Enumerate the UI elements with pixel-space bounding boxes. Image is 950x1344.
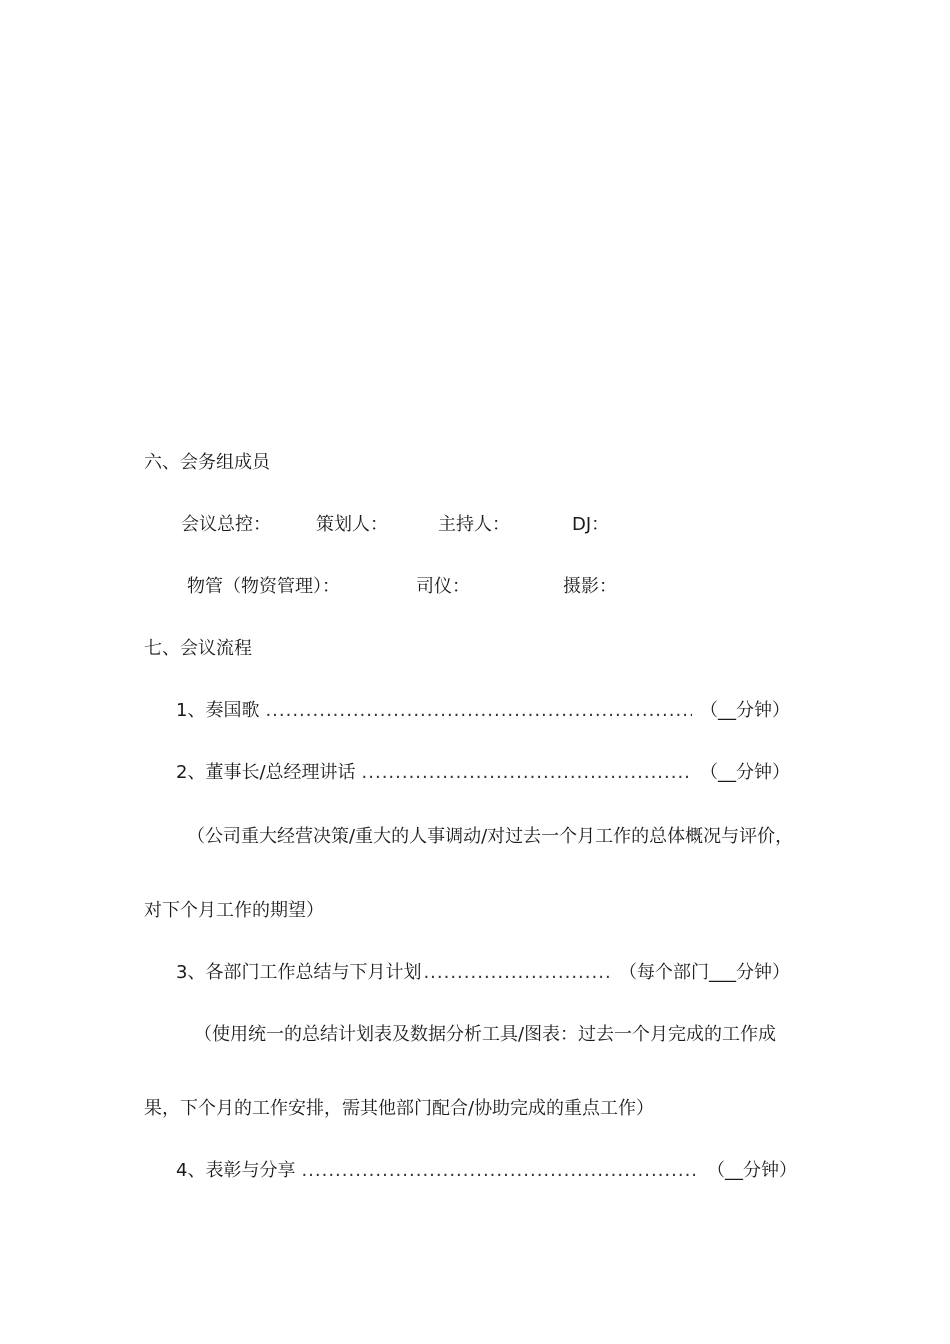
agenda-item-label: 2、董事长/总经理讲话 — [176, 762, 356, 783]
agenda-item — [176, 960, 790, 986]
agenda-item-duration: （每个部门___分钟） — [619, 962, 790, 983]
field-label-planner: 策划人： — [316, 514, 388, 535]
section-6-heading: 六、会务组成员 — [144, 452, 270, 473]
agenda-item — [176, 698, 790, 724]
field-label-master-of-ceremonies: 司仪： — [416, 576, 470, 597]
agenda-item-duration: （__分钟） — [700, 762, 790, 783]
agenda-item-duration: （__分钟） — [700, 700, 790, 721]
agenda-note: （公司重大经营决策/重大的人事调动/对过去一个月工作的总体概况与评价， — [187, 826, 794, 847]
field-label-photography: 摄影： — [563, 576, 617, 597]
agenda-item — [176, 1158, 797, 1184]
agenda-note: 果，下个月的工作安排，需其他部门配合/协助完成的重点工作） — [144, 1098, 655, 1119]
dot-leader — [265, 698, 692, 724]
agenda-item — [176, 760, 790, 786]
field-label-meeting-controller: 会议总控： — [181, 514, 271, 535]
dot-leader — [423, 960, 611, 986]
field-label-host: 主持人： — [438, 514, 510, 535]
agenda-item-label: 3、各部门工作总结与下月计划 — [176, 962, 422, 983]
agenda-item-duration: （__分钟） — [707, 1160, 797, 1181]
field-label-dj: DJ： — [572, 514, 610, 535]
agenda-item-label: 4、表彰与分享 — [176, 1160, 296, 1181]
field-label-property-manager: 物管（物资管理）： — [187, 576, 340, 597]
dot-leader — [362, 760, 692, 786]
agenda-note: （使用统一的总结计划表及数据分析工具/图表：过去一个月完成的工作成 — [194, 1024, 777, 1045]
agenda-item-label: 1、奏国歌 — [176, 700, 260, 721]
section-7-heading: 七、会议流程 — [144, 638, 252, 659]
agenda-note: 对下个月工作的期望） — [144, 900, 324, 921]
dot-leader — [301, 1158, 699, 1184]
